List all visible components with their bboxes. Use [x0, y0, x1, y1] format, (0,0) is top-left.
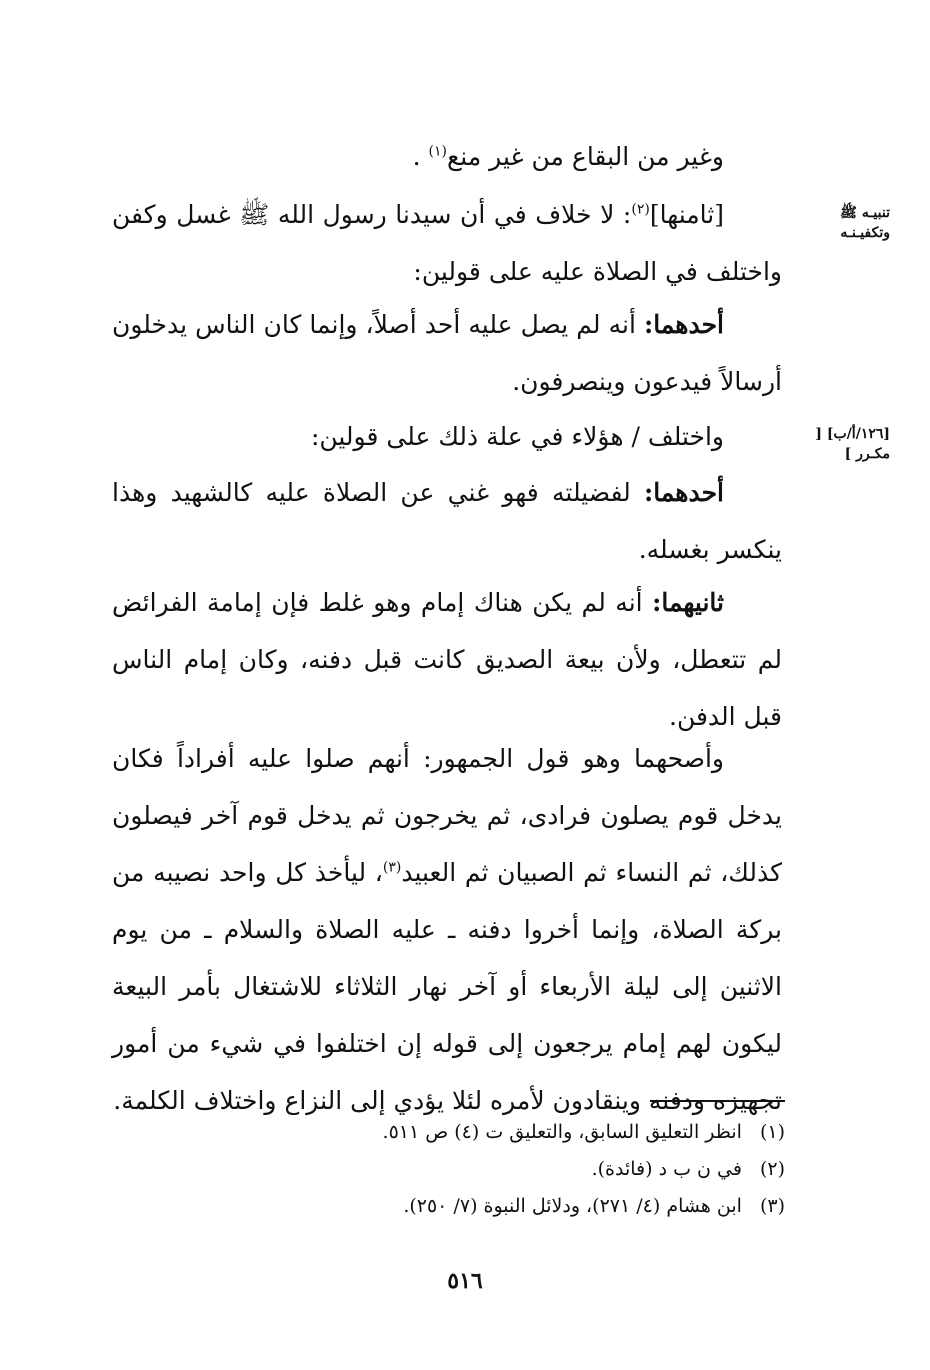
footnote-number: (٣) [759, 1195, 785, 1217]
paragraph-4 [112, 408, 782, 465]
page-number: ٥١٦ [447, 1268, 483, 1294]
footnote-ref: (٢) [631, 201, 650, 218]
margin-note-topic: تنبيـه ﷺ وتكفيـنـه [840, 205, 890, 241]
footnote-2 [300, 1151, 785, 1188]
footnote-text: انظر التعليق السابق، والتعليق ت (٤) ص ٥١١. [382, 1121, 742, 1143]
paragraph-6 [112, 574, 782, 745]
paragraph-lead: أحدهما: [643, 310, 724, 339]
footnote-text: في ن ب د (فائدة). [591, 1158, 742, 1180]
paragraph-3 [112, 296, 782, 410]
paragraph-lead: ثانيهما: [652, 588, 724, 617]
paragraph-1 [112, 128, 782, 185]
paragraph-text: وغير من البقاع من غير منع [446, 142, 724, 171]
margin-note-reference: [١٢٦/أ/ب] [ مكـرر ] [815, 426, 890, 462]
paragraph-text: واختلف / هؤلاء في علة ذلك على قولين: [310, 422, 724, 451]
footnote-number: (٢) [759, 1158, 785, 1180]
section-heading: [ثامنها] [649, 200, 724, 229]
footnote-ref: (١) [428, 143, 447, 160]
paragraph-text: لفضيلته فهو غني عن الصلاة عليه كالشهيد وهذا ينكسر بغسله. [112, 478, 782, 564]
paragraph-text: وأصحهما وهو قول الجمهور: أنهم صلوا عليه أفراداً فكان يدخل قوم يصلون فرادى، ثم يخرجون ثم يدخل قوم آخر فيصلون كذلك، ثم النساء ثم الصبيان ثم العبيد [112, 744, 782, 887]
footnote-separator [650, 1100, 785, 1102]
footnotes [300, 1114, 785, 1225]
paragraph-7 [112, 730, 782, 1129]
paragraph-5 [112, 464, 782, 578]
paragraph-text: : لا خلاف في أن سيدنا رسول الله ﷺ غسل وكفن واختلف في الصلاة عليه على قولين: [112, 200, 782, 286]
paragraph-tail: . [412, 142, 429, 171]
footnote-text: ابن هشام (٤/ ٢٧١)، ودلائل النبوة (٧/ ٢٥٠). [403, 1195, 742, 1217]
paragraph-text: أنه لم يصل عليه أحد أصلاً، وإنما كان الناس يدخلون أرسالاً فيدعون وينصرفون. [112, 310, 782, 396]
footnote-1 [300, 1114, 785, 1151]
footnote-ref: (٣) [382, 859, 402, 876]
paragraph-2 [112, 186, 782, 300]
paragraph-text-continued: ، ليأخذ كل واحد نصيبه من بركة الصلاة، وإنما أخروا دفنه ـ عليه الصلاة والسلام ـ من يوم الاثنين إلى ليلة الأربعاء أو آخر نهار الثلاثاء للاشتغال بأمر البيعة ليكون لهم إمام يرجعون إلى قوله إن اختلفوا في شيء من أمور تجهيزه ودفنه وينقادون لأمره لئلا يؤدي إلى النزاع واختلاف الكلمة. [112, 858, 782, 1115]
footnote-3 [300, 1188, 785, 1225]
footnote-number: (١) [759, 1121, 785, 1143]
paragraph-text: أنه لم يكن هناك إمام وهو غلط فإن إمامة الفرائض لم تتعطل، ولأن بيعة الصديق كانت قبل دفنه، وكان إمام الناس قبل الدفن. [112, 588, 782, 731]
paragraph-lead: أحدهما: [643, 478, 724, 507]
